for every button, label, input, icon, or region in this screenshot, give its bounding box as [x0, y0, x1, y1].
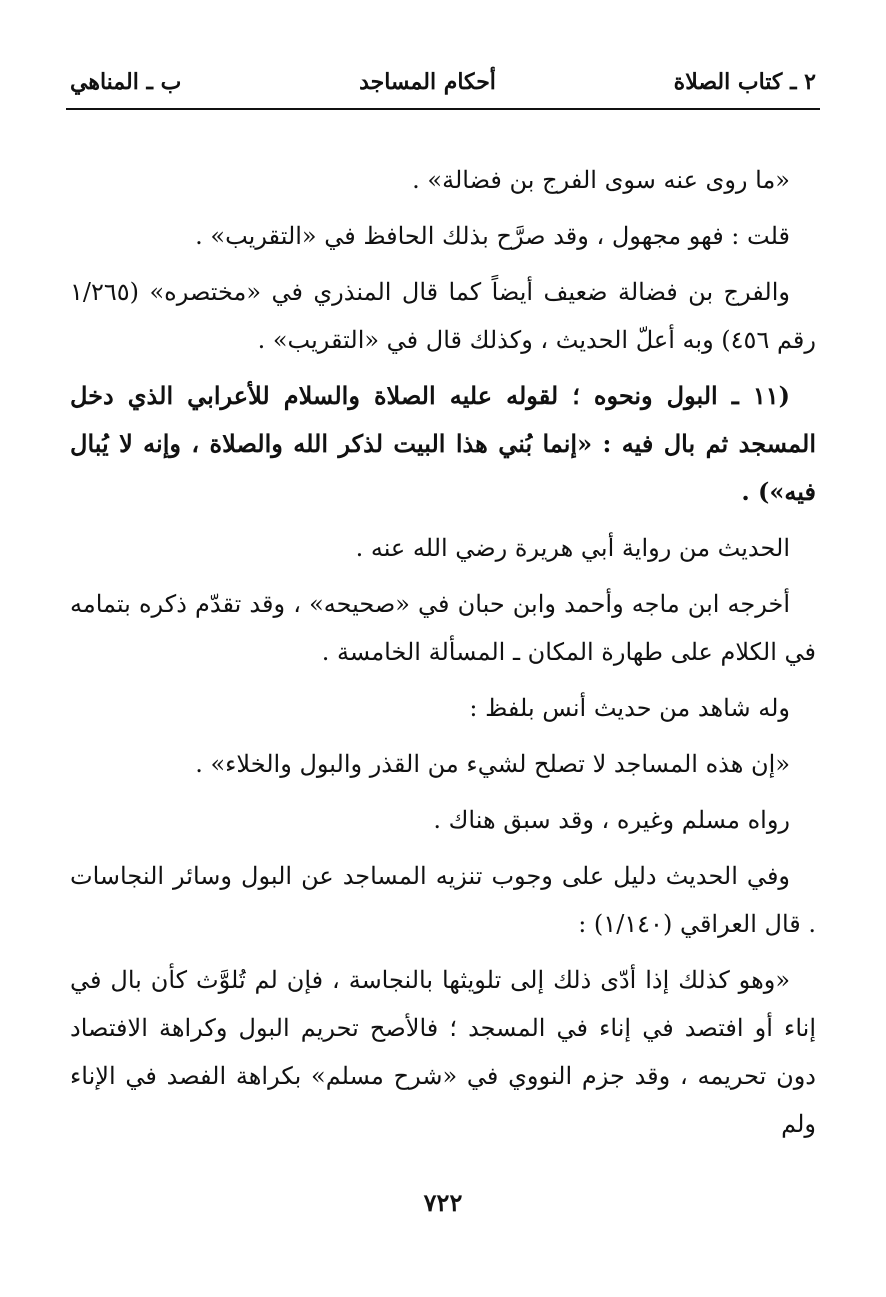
header-subsection: ب ـ المناهي — [70, 69, 182, 95]
header-chapter: ٢ ـ كتاب الصلاة — [673, 69, 816, 95]
paragraph-evidence: وفي الحديث دليل على وجوب تنزيه المساجد عن البول وسائر النجاسات . قال العراقي (١/١٤٠) : — [70, 862, 816, 938]
paragraph-shahid: وله شاهد من حديث أنس بلفظ : — [469, 694, 790, 722]
paragraph-iraqi-quote: «وهو كذلك إذا أدّى ذلك إلى تلويثها بالنجاسة ، فإن لم تُلوَّث كأن بال في إناء أو افتصد في إناء في المسجد ؛ فالأصح تحريم البول وكراهة الافتصاد دون تحريمه ، وقد جزم النووي في «شرح مسلم» بكراهة الفصد في الإناء ولم — [70, 966, 816, 1138]
paragraph-muslim: رواه مسلم وغيره ، وقد سبق هناك . — [433, 806, 790, 834]
paragraph-faraj-weak: والفرج بن فضالة ضعيف أيضاً كما قال المنذري في «مختصره» (١/٢٦٥ رقم ٤٥٦) وبه أعلّ الحديث ، وكذلك قال في «التقريب» . — [70, 278, 816, 354]
paragraph-takhrij: أخرجه ابن ماجه وأحمد وابن حبان في «صحيحه» ، وقد تقدّم ذكره بتمامه في الكلام على طهارة المكان ـ المسألة الخامسة . — [70, 590, 816, 666]
page-number: ٧٢٢ — [423, 1188, 463, 1217]
header-section: أحكام المساجد — [359, 69, 496, 95]
main-text — [70, 156, 816, 1156]
paragraph-heading-11: (١١ ـ البول ونحوه ؛ لقوله عليه الصلاة والسلام للأعرابي الذي دخل المسجد ثم بال فيه : «إنما بُني هذا البيت لذكر الله والصلاة ، وإنه لا يُبال فيه») . — [70, 381, 816, 506]
paragraph-hadith-source: الحديث من رواية أبي هريرة رضي الله عنه . — [355, 534, 790, 562]
paragraph-quote-narration: «ما روى عنه سوى الفرج بن فضالة» . — [412, 166, 790, 194]
running-header — [70, 62, 816, 102]
paragraph-anas-text: «إن هذه المساجد لا تصلح لشيء من القذر والبول والخلاء» . — [195, 750, 790, 778]
header-divider — [66, 108, 820, 110]
paragraph-majhul: قلت : فهو مجهول ، وقد صرَّح بذلك الحافظ في «التقريب» . — [195, 222, 790, 250]
